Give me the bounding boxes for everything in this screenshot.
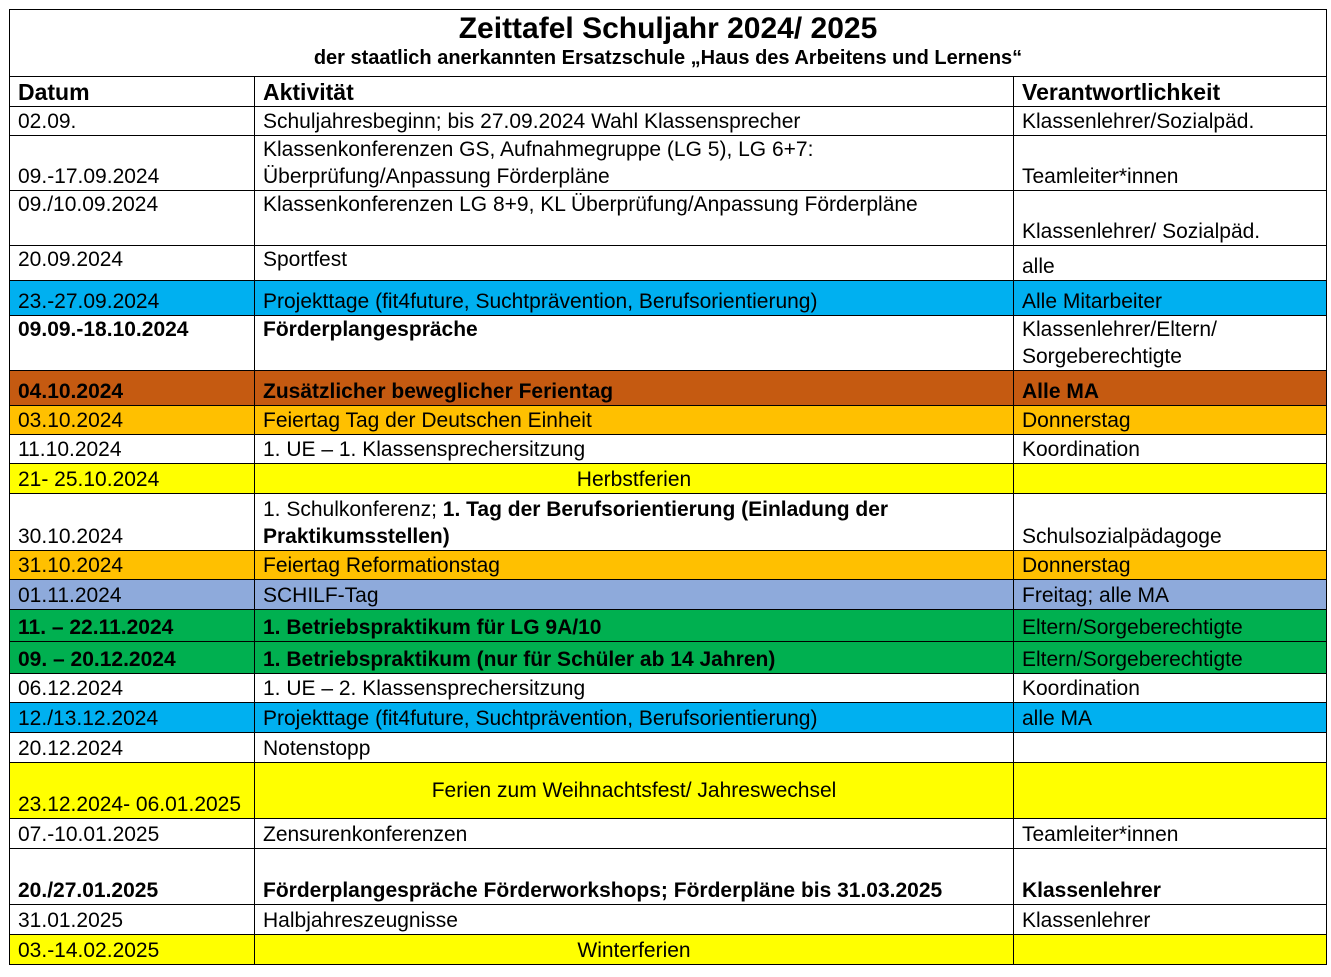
cell-verantwortlichkeit: alle xyxy=(1014,246,1327,281)
cell-datum: 07.-10.01.2025 xyxy=(10,819,255,849)
cell-verantwortlichkeit: Teamleiter*innen xyxy=(1014,136,1327,191)
cell-aktivitaet: Feiertag Reformationstag xyxy=(255,551,1014,580)
cell-datum: 11.10.2024 xyxy=(10,435,255,464)
cell-verantwortlichkeit: Schulsozialpädagoge xyxy=(1014,494,1327,551)
cell-verantwortlichkeit xyxy=(1014,763,1327,819)
cell-aktivitaet: 1. Betriebspraktikum (nur für Schüler ab 14 Jahren) xyxy=(255,642,1014,674)
page-subtitle: der staatlich anerkannten Ersatzschule „Haus des Arbeitens und Lernens“ xyxy=(313,47,1023,69)
cell-datum: 31.01.2025 xyxy=(10,905,255,935)
cell-datum: 09./10.09.2024 xyxy=(10,191,255,246)
cell-verantwortlichkeit xyxy=(1014,935,1327,965)
cell-datum: 23.12.2024- 06.01.2025 xyxy=(10,763,255,819)
header-verantwortlichkeit: Verantwortlichkeit xyxy=(1014,77,1327,107)
cell-aktivitaet: Herbstferien xyxy=(255,464,1014,494)
cell-datum: 11. – 22.11.2024 xyxy=(10,610,255,642)
table-row xyxy=(10,819,1327,849)
cell-verantwortlichkeit: Klassenlehrer/ Sozialpäd. xyxy=(1014,191,1327,246)
header-aktivitaet: Aktivität xyxy=(255,77,1014,107)
cell-aktivitaet: Förderplangespräche Förderworkshops; Förderpläne bis 31.03.2025 xyxy=(255,849,1014,905)
cell-verantwortlichkeit: Koordination xyxy=(1014,435,1327,464)
cell-datum: 30.10.2024 xyxy=(10,494,255,551)
cell-aktivitaet: Zusätzlicher beweglicher Ferientag xyxy=(255,371,1014,406)
table-row xyxy=(10,905,1327,935)
cell-verantwortlichkeit: Eltern/Sorgeberechtigte xyxy=(1014,610,1327,642)
table-row xyxy=(10,435,1327,464)
cell-aktivitaet: Notenstopp xyxy=(255,733,1014,763)
cell-verantwortlichkeit xyxy=(1014,464,1327,494)
cell-datum: 09.-17.09.2024 xyxy=(10,136,255,191)
cell-verantwortlichkeit: Klassenlehrer xyxy=(1014,849,1327,905)
cell-aktivitaet: Schuljahresbeginn; bis 27.09.2024 Wahl Klassensprecher xyxy=(255,107,1014,136)
table-row xyxy=(10,642,1327,674)
cell-datum: 02.09. xyxy=(10,107,255,136)
cell-datum: 20.09.2024 xyxy=(10,246,255,281)
cell-aktivitaet: Förderplangespräche xyxy=(255,316,1014,371)
table-row xyxy=(10,551,1327,580)
cell-aktivitaet: Ferien zum Weihnachtsfest/ Jahreswechsel xyxy=(255,763,1014,819)
table-row xyxy=(10,107,1327,136)
table-row xyxy=(10,281,1327,316)
cell-datum: 09. – 20.12.2024 xyxy=(10,642,255,674)
cell-aktivitaet: Projekttage (fit4future, Suchtprävention, Berufsorientierung) xyxy=(255,703,1014,733)
table-row xyxy=(10,191,1327,246)
table-row xyxy=(10,674,1327,703)
schedule-table xyxy=(9,9,1327,965)
table-row xyxy=(10,733,1327,763)
cell-aktivitaet: Klassenkonferenzen LG 8+9, KL Überprüfung/Anpassung Förderpläne xyxy=(255,191,1014,246)
cell-datum: 06.12.2024 xyxy=(10,674,255,703)
cell-verantwortlichkeit: Donnerstag xyxy=(1014,551,1327,580)
cell-verantwortlichkeit: Donnerstag xyxy=(1014,406,1327,435)
cell-aktivitaet xyxy=(255,494,1014,551)
cell-aktivitaet: Zensurenkonferenzen xyxy=(255,819,1014,849)
table-row xyxy=(10,464,1327,494)
aktivitaet-text: 1. Schulkonferenz; xyxy=(263,498,443,521)
cell-aktivitaet: Sportfest xyxy=(255,246,1014,281)
cell-datum: 21- 25.10.2024 xyxy=(10,464,255,494)
cell-datum: 03.10.2024 xyxy=(10,406,255,435)
cell-aktivitaet: Winterferien xyxy=(255,935,1014,965)
table-row xyxy=(10,494,1327,551)
cell-verantwortlichkeit: Klassenlehrer xyxy=(1014,905,1327,935)
header-datum: Datum xyxy=(10,77,255,107)
table-row xyxy=(10,849,1327,905)
table-row xyxy=(10,703,1327,733)
cell-datum: 09.09.-18.10.2024 xyxy=(10,316,255,371)
cell-verantwortlichkeit: Klassenlehrer/Eltern/ Sorgeberechtigte xyxy=(1014,316,1327,371)
cell-aktivitaet: 1. Betriebspraktikum für LG 9A/10 xyxy=(255,610,1014,642)
cell-aktivitaet: Halbjahreszeugnisse xyxy=(255,905,1014,935)
cell-verantwortlichkeit: alle MA xyxy=(1014,703,1327,733)
cell-aktivitaet: Projekttage (fit4future, Suchtprävention, Berufsorientierung) xyxy=(255,281,1014,316)
cell-datum: 31.10.2024 xyxy=(10,551,255,580)
cell-verantwortlichkeit: Freitag; alle MA xyxy=(1014,580,1327,610)
cell-aktivitaet: Klassenkonferenzen GS, Aufnahmegruppe (LG 5), LG 6+7: Überprüfung/Anpassung Förderpläne xyxy=(255,136,1014,191)
title-cell xyxy=(10,10,1327,77)
schedule-document xyxy=(9,9,1326,965)
cell-datum: 20.12.2024 xyxy=(10,733,255,763)
cell-datum: 04.10.2024 xyxy=(10,371,255,406)
title-row xyxy=(10,10,1327,77)
cell-datum: 12./13.12.2024 xyxy=(10,703,255,733)
table-row xyxy=(10,371,1327,406)
table-row xyxy=(10,610,1327,642)
table-row xyxy=(10,316,1327,371)
cell-datum: 03.-14.02.2025 xyxy=(10,935,255,965)
cell-verantwortlichkeit xyxy=(1014,733,1327,763)
cell-verantwortlichkeit: Teamleiter*innen xyxy=(1014,819,1327,849)
cell-datum: 01.11.2024 xyxy=(10,580,255,610)
table-row xyxy=(10,246,1327,281)
aktivitaet-bold-text: 1. Tag der Berufsorientierung (Einladung der Praktikumsstellen) xyxy=(263,498,889,548)
cell-verantwortlichkeit: Eltern/Sorgeberechtigte xyxy=(1014,642,1327,674)
table-row xyxy=(10,763,1327,819)
cell-aktivitaet: Feiertag Tag der Deutschen Einheit xyxy=(255,406,1014,435)
cell-aktivitaet: 1. UE – 2. Klassensprechersitzung xyxy=(255,674,1014,703)
cell-datum: 23.-27.09.2024 xyxy=(10,281,255,316)
table-row xyxy=(10,935,1327,965)
header-row xyxy=(10,77,1327,107)
cell-aktivitaet: SCHILF-Tag xyxy=(255,580,1014,610)
cell-verantwortlichkeit: Alle Mitarbeiter xyxy=(1014,281,1327,316)
table-row xyxy=(10,580,1327,610)
table-row xyxy=(10,406,1327,435)
cell-verantwortlichkeit: Klassenlehrer/Sozialpäd. xyxy=(1014,107,1327,136)
page-title: Zeittafel Schuljahr 2024/ 2025 xyxy=(458,12,878,45)
cell-aktivitaet: 1. UE – 1. Klassensprechersitzung xyxy=(255,435,1014,464)
cell-datum: 20./27.01.2025 xyxy=(10,849,255,905)
cell-verantwortlichkeit: Koordination xyxy=(1014,674,1327,703)
table-row xyxy=(10,136,1327,191)
cell-verantwortlichkeit: Alle MA xyxy=(1014,371,1327,406)
